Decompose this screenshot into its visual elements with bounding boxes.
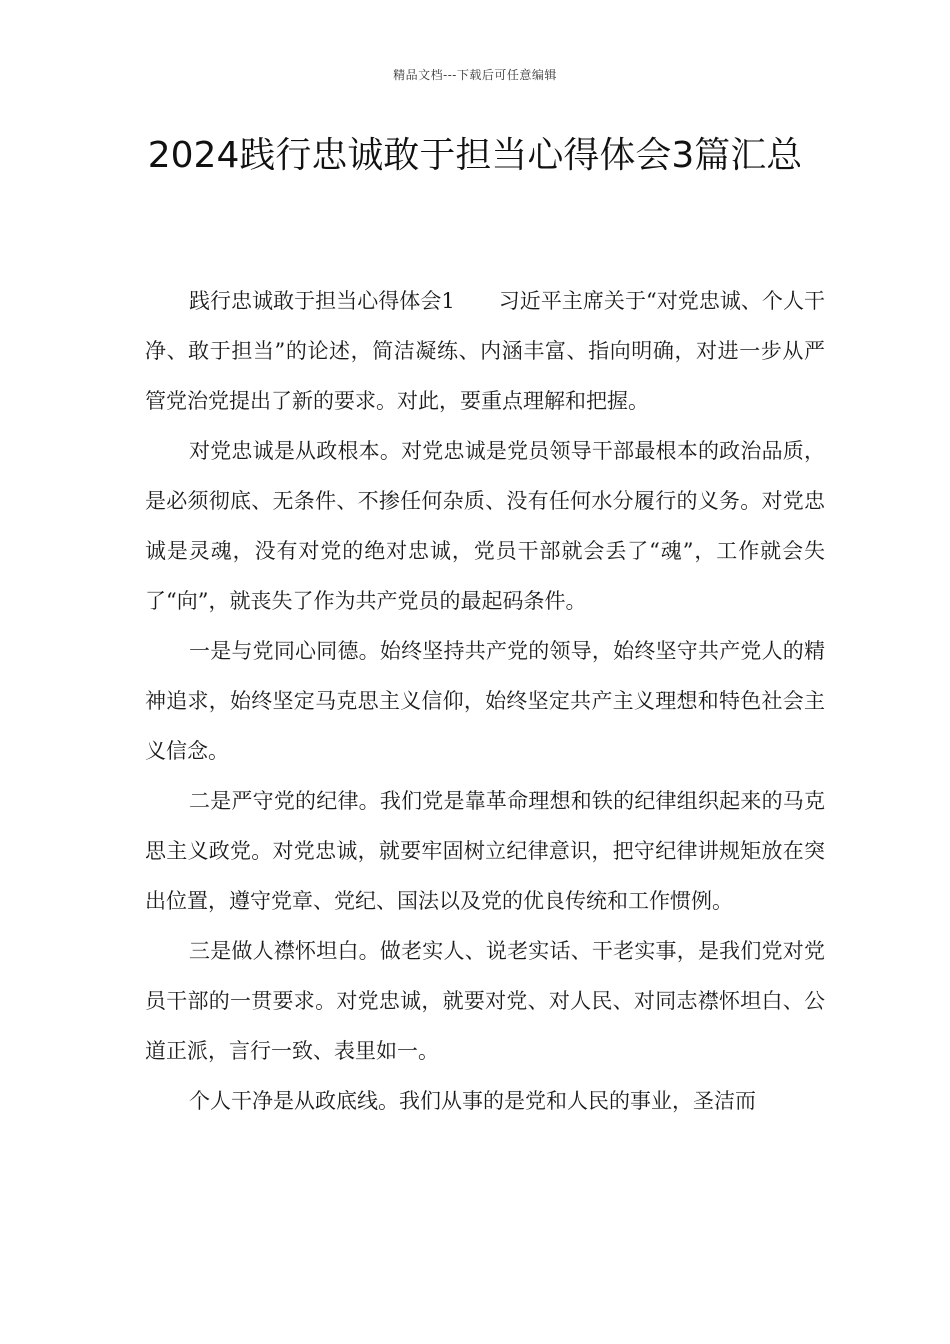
paragraph-4: 二是严守党的纪律。我们党是靠革命理想和铁的纪律组织起来的马克思主义政党。对党忠诚，就要牢固树立纪律意识，把守纪律讲规矩放在突出位置，遵守党章、党纪、国法以及党的优良传统和工作惯例。 bbox=[145, 789, 825, 913]
document-body bbox=[145, 276, 825, 1126]
document-title: 2024践行忠诚敢于担当心得体会3篇汇总 bbox=[147, 135, 803, 176]
paragraph-3: 一是与党同心同德。始终坚持共产党的领导，始终坚守共产党人的精神追求，始终坚定马克思主义信仰，始终坚定共产主义理想和特色社会主义信念。 bbox=[145, 639, 825, 763]
paragraph-2: 对党忠诚是从政根本。对党忠诚是党员领导干部最根本的政治品质，是必须彻底、无条件、不掺任何杂质、没有任何水分履行的义务。对党忠诚是灵魂，没有对党的绝对忠诚，党员干部就会丢了“魂”，工作就会失了“向”，就丧失了作为共产党员的最起码条件。 bbox=[145, 439, 825, 613]
paragraph-6: 个人干净是从政底线。我们从事的是党和人民的事业，圣洁而 bbox=[189, 1089, 756, 1113]
paragraph-text: 习近平主席关于“对党忠诚、个人干净、敢于担当”的论述，简洁凝练、内涵丰富、指向明确，对进一步从严管党治党提出了新的要求。对此，要重点理解和把握。 bbox=[145, 289, 825, 413]
header-note: 精品文档---下载后可任意编辑 bbox=[393, 68, 557, 82]
section-heading: 践行忠诚敢于担当心得体会1 bbox=[189, 289, 455, 313]
paragraph-5: 三是做人襟怀坦白。做老实人、说老实话、干老实事，是我们党对党员干部的一贯要求。对党忠诚，就要对党、对人民、对同志襟怀坦白、公道正派，言行一致、表里如一。 bbox=[145, 939, 825, 1063]
paragraph-1 bbox=[145, 276, 825, 426]
